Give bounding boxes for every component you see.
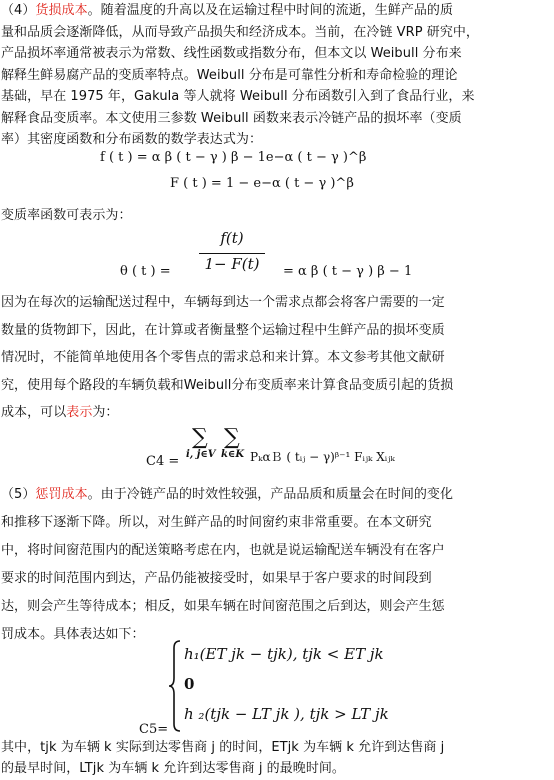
section-4-line-6: 解释食品变质率。本文使用三参数 Weibull 函数来表示冷链产品的损坏率（变质 xyxy=(1,110,462,126)
cargo-line-4: 究，使用每个路段的车辆负载和Weibull分布变质率来计算食品变质引起的货损 xyxy=(1,377,454,393)
closing-paragraph xyxy=(1,737,551,779)
c5-case-3: h ₂(tjk − LT jk ), tjk > LT jk xyxy=(184,705,389,723)
section-4-line-2: 量和品质会逐渐降低，从而导致产品损失和经济成本。当前，在冷链 VRP 研究中， xyxy=(1,24,479,40)
density-equation: f ( t ) = α β ( t − γ ) β − 1e−α ( t − γ )^β xyxy=(100,150,367,165)
cargo-line-2: 数量的货物卸下，因此，在计算或者衡量整个运输过程中生鲜产品的损坏变质 xyxy=(1,322,445,338)
closing-line-2: 的最早时间，LTjk 为车辆 k 允许到达零售商 j 的最晚时间。 xyxy=(1,761,345,776)
distribution-equation: F ( t ) = 1 − e−α ( t − γ )^β xyxy=(170,176,354,191)
c5-case-1: h₁(ET jk − tjk), tjk < ET jk xyxy=(184,645,384,663)
section-4-line-3: 产品损坏率通常被表示为常数、线性函数或指数分布，但本文以 Weibull 分布来 xyxy=(1,46,462,61)
sigma-1: ∑ xyxy=(192,425,208,450)
cargo-line-5: 成本，可以 xyxy=(1,405,67,420)
section-4-paragraph xyxy=(1,0,551,151)
c5-case-2: 0 xyxy=(184,675,195,693)
section-5-line-5: 达，则会产生等待成本；相反，如果车辆在时间窗范围之后到达，则会产生惩 xyxy=(1,599,445,614)
section-5-line-2: 和推移下逐渐下降。所以，对生鲜产品的时间窗约束非常重要。在本文研究 xyxy=(1,515,432,530)
fraction-bar xyxy=(199,253,265,254)
c4-lhs: C4 = xyxy=(146,454,180,469)
hazard-lhs: θ ( t ) = xyxy=(120,264,171,279)
section-5-paragraph xyxy=(1,481,551,649)
section-5-title: 惩罚成本 xyxy=(35,487,88,502)
section-4-title: 货损成本 xyxy=(35,3,88,18)
section-4-line-1: 。随着温度的升高以及在运输过程中时间的流逝，生鲜产品的质 xyxy=(87,3,454,18)
cargo-paragraph: 因为在每次的运输配送过程中，车辆每到达一个需求点都会将客户需要的一定 数量的货物卸下，因此，在计算或者衡量整个运输过程中生鲜产品的损坏变质 情况时，不能简单地使用各个零售点的需求总和来计算。本文参考其他文献研 究，使用每个路段的车辆负载和Weibull分布变质率来计算食品变质引起的货损 成本，可以表示为： xyxy=(1,289,551,427)
section-5-line-1: 。由于冷链产品的时效性较强，产品品质和质量会在时间的变化 xyxy=(87,487,454,502)
cargo-line-1: 因为在每次的运输配送过程中，车辆每到达一个需求点都会将客户需要的一定 xyxy=(1,295,445,310)
section-5-line-3: 中，将时间窗范围内的配送策略考虑在内，也就是说运输配送车辆没有在客户 xyxy=(1,543,445,558)
section-4-line-5: 基础，早在 1975 年，Gakula 等人就将 Weibull 分布函数引入到了食品行业，来 xyxy=(1,89,475,104)
closing-line-1: 其中，tjk 为车辆 k 实际到达零售商 j 的时间，ETjk 为车辆 k 允许到达售商 j xyxy=(1,740,445,755)
section-5-line-4: 要求的时间范围内到达，产品仍能被接受时，如果早于客户要求的时间段到 xyxy=(1,571,432,586)
left-brace-icon xyxy=(168,640,182,732)
hazard-denominator: 1− F(t) xyxy=(204,255,260,273)
sigma-1-subscript: i, j∈V xyxy=(186,449,216,460)
cargo-line-3: 情况时，不能简单地使用各个零售点的需求总和来计算。本文参考其他文献研 xyxy=(1,350,445,365)
section-4-line-7: 率）其密度函数和分布函数的数学表达式为： xyxy=(1,132,263,147)
hazard-rhs: = α β ( t − γ ) β − 1 xyxy=(283,264,413,279)
section-5-number: （5） xyxy=(1,487,36,502)
c5-lhs: C5= xyxy=(139,722,169,737)
hazard-numerator: f(t) xyxy=(220,229,244,247)
section-4-line-4: 解释生鲜易腐产品的变质率特点。Weibull 分布是可靠性分析和寿命检验的理论 xyxy=(1,67,458,83)
section-4-number: （4） xyxy=(1,3,36,18)
sigma-2: ∑ xyxy=(224,425,240,450)
c4-body: PₖαＢ ( tᵢⱼ − γ)ᵝ⁻¹ Fᵢⱼₖ Xᵢⱼₖ xyxy=(250,450,395,464)
section-5-line-6: 罚成本。具体表达如下： xyxy=(1,627,145,642)
hazard-intro: 变质率函数可表示为： xyxy=(1,208,132,223)
cargo-keyword: 表示 xyxy=(66,405,93,420)
sigma-2-subscript: k∈K xyxy=(221,449,245,460)
